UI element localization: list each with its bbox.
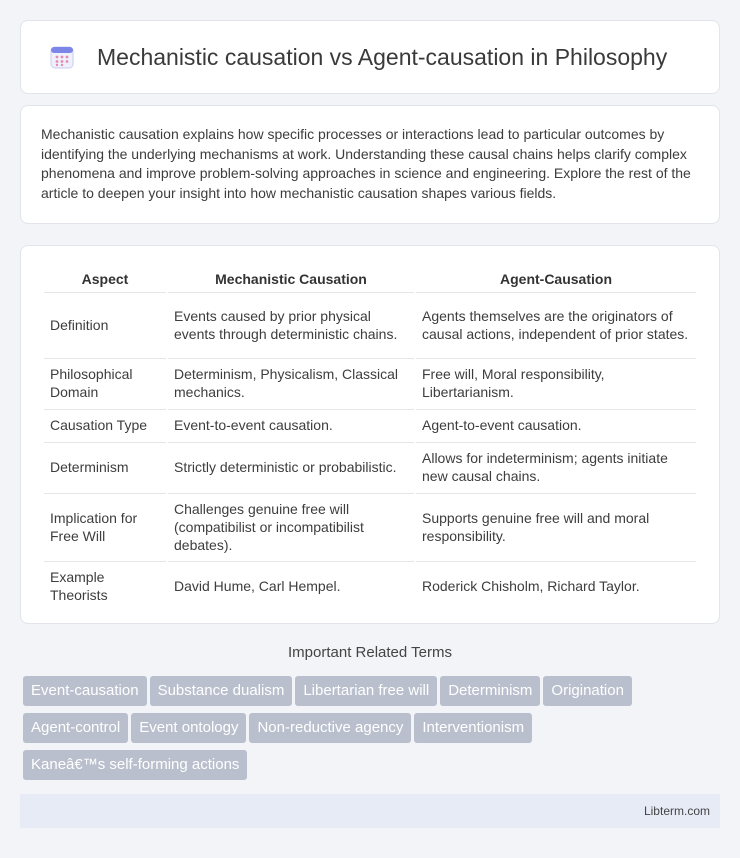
table-row [44,493,696,559]
cell-agent: Agents themselves are the originators of causal actions, independent of prior states. [416,292,696,356]
cell-agent: Supports genuine free will and moral responsibility. [416,493,696,559]
cell-agent: Agent-to-event causation. [416,409,696,440]
header-agent: Agent-Causation [500,271,612,287]
cell-aspect: Example Theorists [44,561,166,610]
tag-kanes-self-forming-actions[interactable]: Kaneâ€™s self-forming actions [23,750,247,780]
tag-event-ontology[interactable]: Event ontology [131,713,246,743]
tag-agent-control[interactable]: Agent-control [23,713,128,743]
cell-mechanistic: David Hume, Carl Hempel. [168,561,414,610]
table-row [44,358,696,407]
cell-agent: Roderick Chisholm, Richard Taylor. [416,561,696,610]
footer [20,794,720,828]
cell-aspect: Determinism [44,442,166,491]
cell-aspect: Implication for Free Will [44,493,166,559]
table-row [44,292,696,356]
related-terms-title: Important Related Terms [288,644,452,661]
intro-text: Mechanistic causation explains how specific processes or interactions lead to particular outcomes by identifying the underlying mechanisms at work. Understanding these causal chains helps clarify complex phenomena and improve problem-solving approaches in science and engineering. Explore the rest of the article to deepen your insight into how mechanistic causation shapes various fields. [41,126,691,201]
cell-mechanistic: Events caused by prior physical events through deterministic chains. [168,292,414,356]
cell-agent: Free will, Moral responsibility, Libertarianism. [416,358,696,407]
header-card [20,20,720,94]
tag-substance-dualism[interactable]: Substance dualism [150,676,293,706]
cell-mechanistic: Determinism, Physicalism, Classical mechanics. [168,358,414,407]
comparison-card [20,245,720,624]
tag-non-reductive-agency[interactable]: Non-reductive agency [249,713,411,743]
cell-mechanistic: Challenges genuine free will (compatibilist or incompatibilist debates). [168,493,414,559]
table-row [44,442,696,491]
cell-aspect: Causation Type [44,409,166,440]
footer-link[interactable]: Libterm.com [643,804,710,818]
tag-libertarian-free-will[interactable]: Libertarian free will [295,676,437,706]
calendar-icon [49,44,75,70]
tag-event-causation[interactable]: Event-causation [23,676,147,706]
cell-agent: Allows for indeterminism; agents initiate new causal chains. [416,442,696,491]
cell-aspect: Definition [44,292,166,356]
header-mechanistic: Mechanistic Causation [215,271,367,287]
header-aspect: Aspect [81,271,129,287]
tag-determinism[interactable]: Determinism [440,676,540,706]
cell-mechanistic: Event-to-event causation. [168,409,414,440]
table-row [44,409,696,440]
comparison-table [42,264,698,612]
tag-origination[interactable]: Origination [543,676,632,706]
cell-mechanistic: Strictly deterministic or probabilistic. [168,442,414,491]
page-title: Mechanistic causation vs Agent-causation in Philosophy [97,43,668,70]
table-header-row [44,266,696,290]
cell-aspect: Philosophical Domain [44,358,166,407]
table-row [44,561,696,610]
intro-card [20,105,720,224]
tag-interventionism[interactable]: Interventionism [414,713,532,743]
related-tags [23,676,723,787]
